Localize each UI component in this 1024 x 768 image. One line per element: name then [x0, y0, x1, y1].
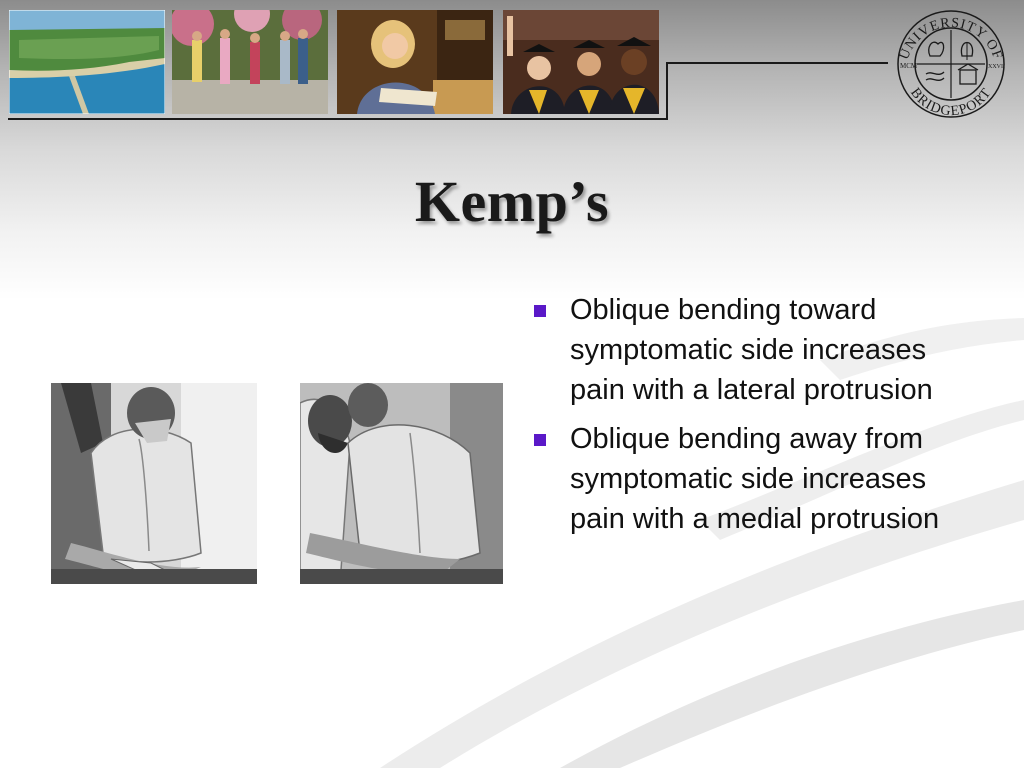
logo-ring-bottom-text: BRIDGEPORT	[907, 85, 995, 120]
square-bullet-icon	[534, 305, 546, 317]
university-of-bridgeport-logo	[892, 8, 1010, 120]
banner-top-line	[666, 62, 888, 64]
bullet-text: Oblique bending toward symptomatic side increases pain with a lateral protrusion	[570, 294, 933, 406]
square-bullet-icon	[534, 434, 546, 446]
student-reading-photo	[337, 10, 493, 114]
kemps-test-figure-2	[300, 383, 503, 584]
coastline-aerial-photo	[9, 10, 165, 114]
kemps-test-figure-1	[51, 383, 257, 584]
logo-right-numeral: XXVII	[988, 64, 1005, 70]
graduates-photo	[503, 10, 659, 114]
bullet-item	[530, 419, 970, 539]
bullet-item	[530, 290, 970, 410]
slide-title: Kemp’s	[414, 169, 610, 234]
bullet-text: Oblique bending away from symptomatic side increases pain with a medial protrusion	[570, 423, 940, 535]
bullet-list	[530, 290, 970, 548]
logo-left-numeral: MCM	[900, 62, 918, 70]
banner-bottom-line	[8, 118, 668, 120]
logo-ring-top-text: UNIVERSITY OF	[896, 15, 1006, 62]
banner-vertical-line	[666, 62, 668, 120]
students-walking-photo	[172, 10, 328, 114]
